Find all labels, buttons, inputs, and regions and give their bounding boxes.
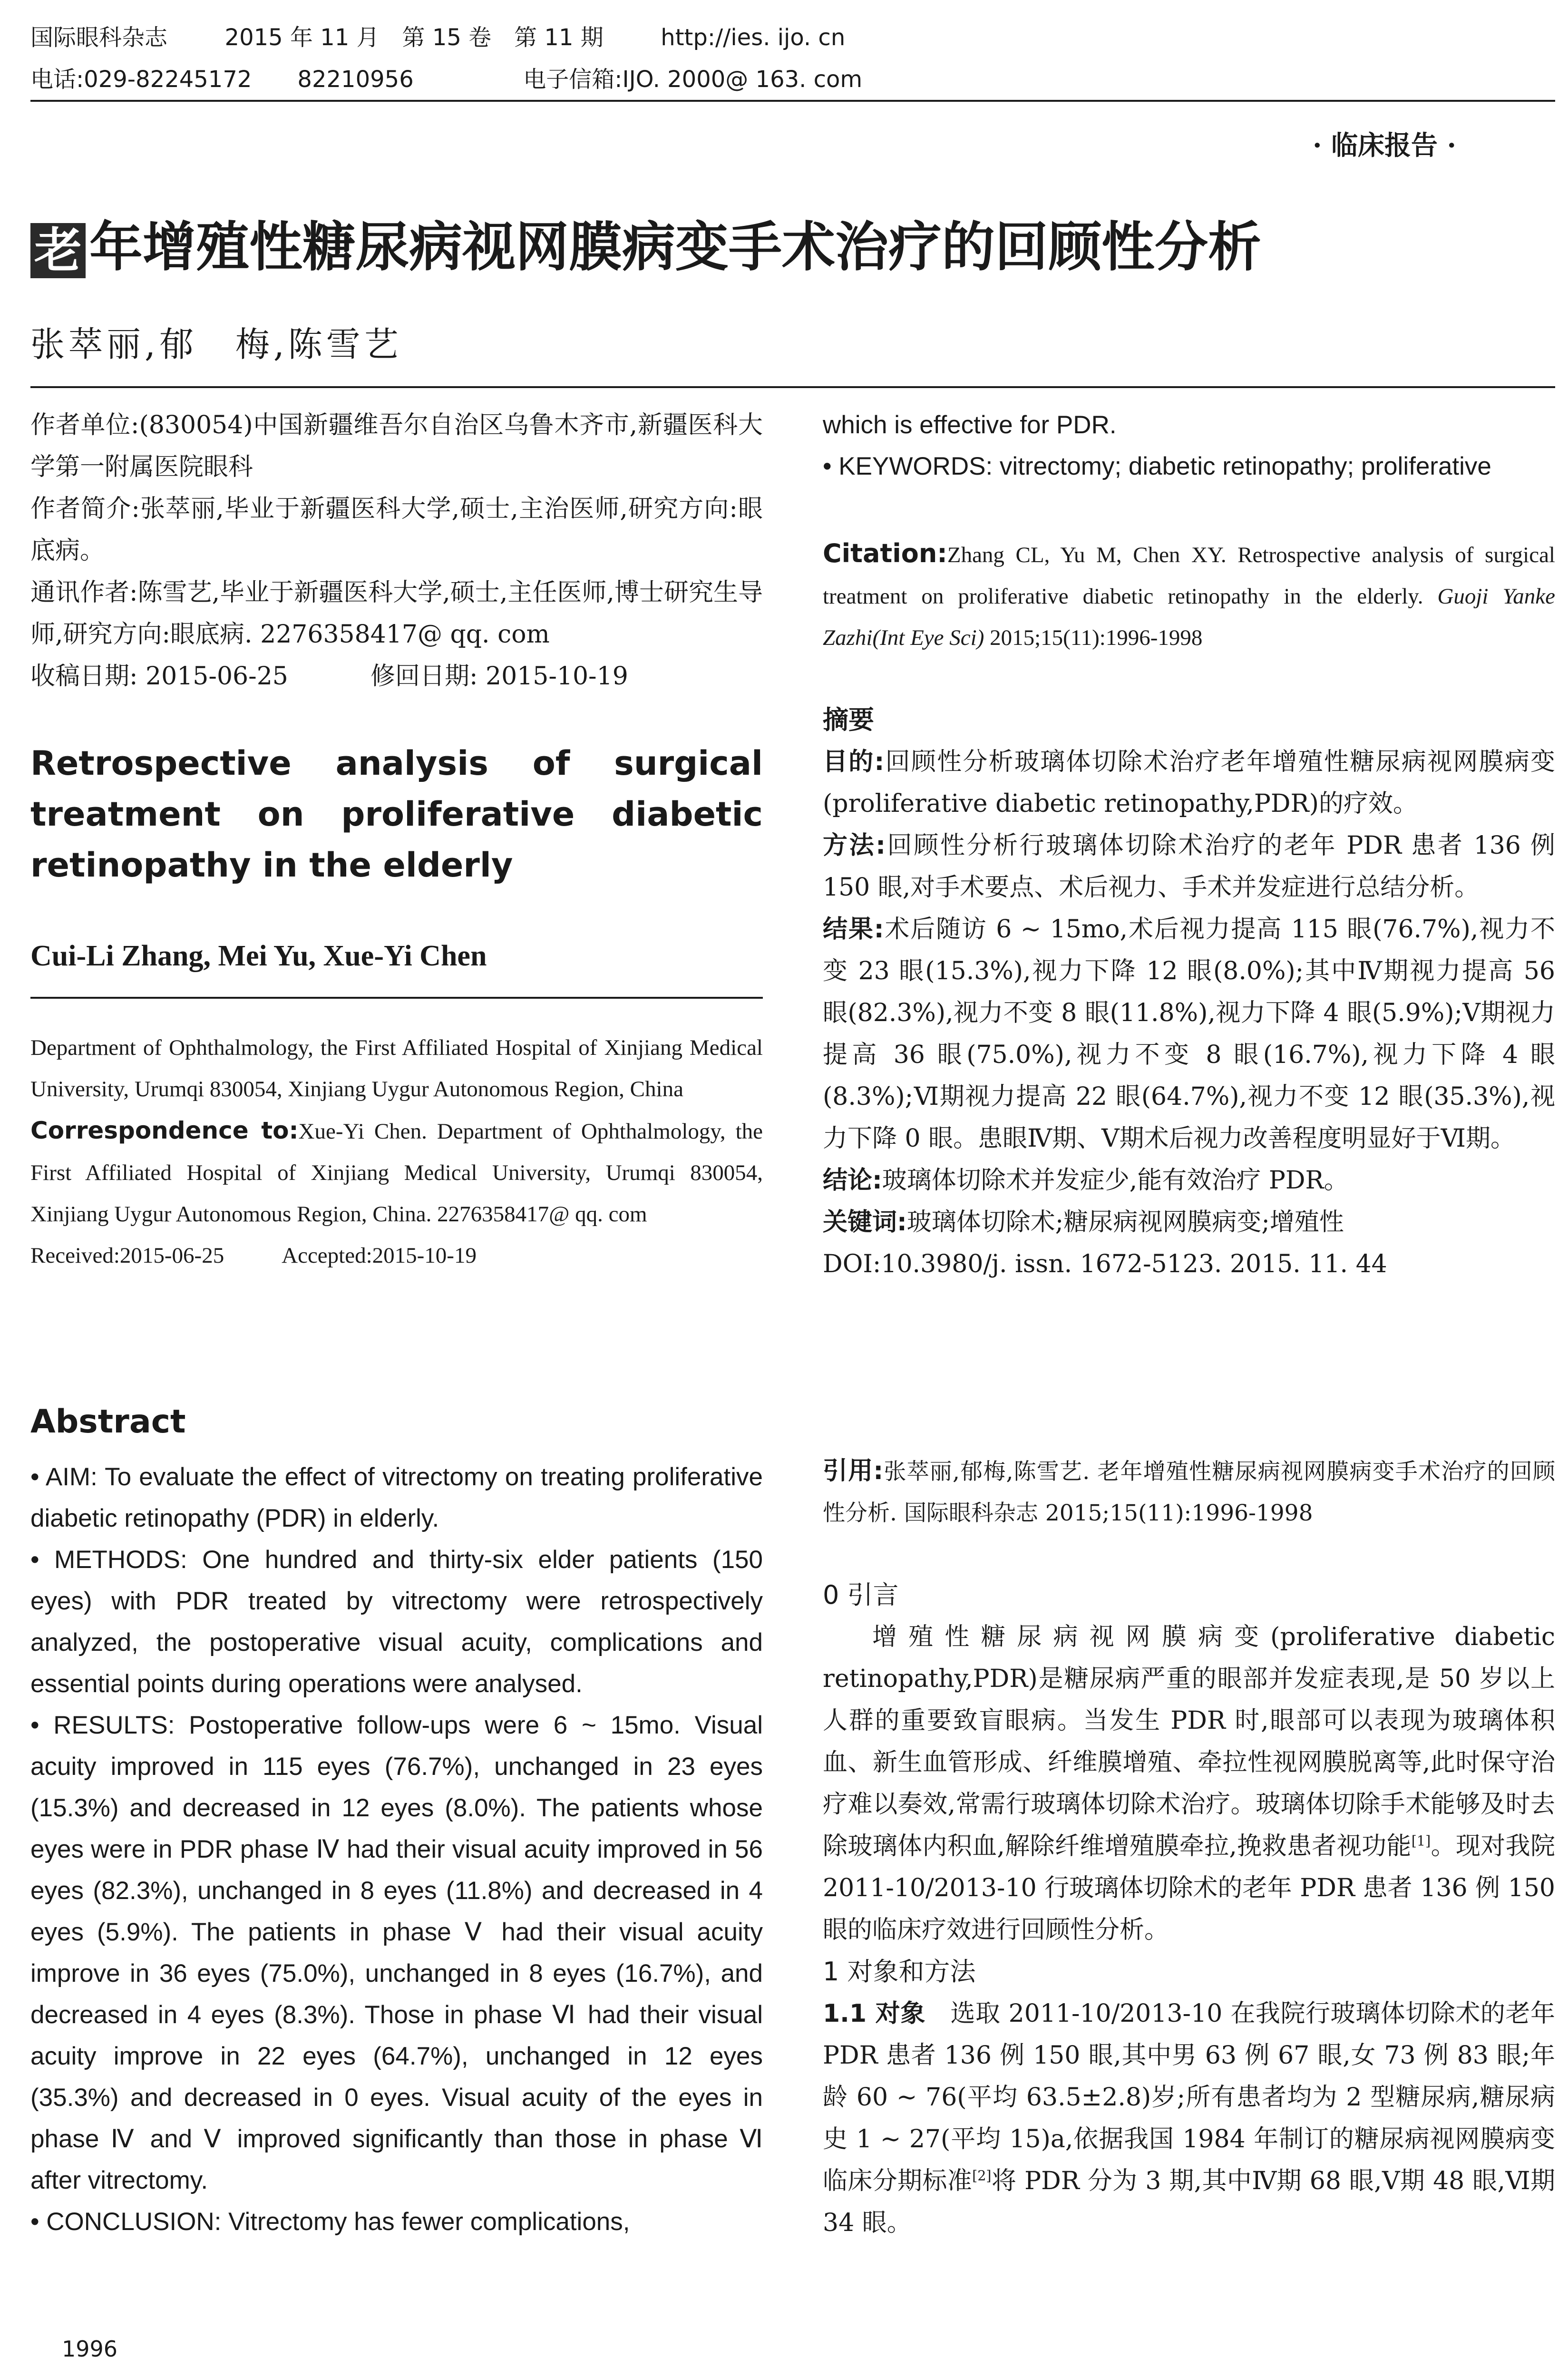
abstract-cn-aim: 目的:回顾性分析玻璃体切除术治疗老年增殖性糖尿病视网膜病变(proliferative diabetic retinopathy,PDR)的疗效。	[823, 748, 1555, 818]
received-en: Received:2015-06-25	[30, 1243, 224, 1268]
affiliation-cn	[30, 404, 763, 697]
abstract-cn-heading: 摘要	[823, 705, 874, 735]
doi[interactable]: DOI:10.3980/j. issn. 1672-5123. 2015. 11. 44	[823, 1250, 1387, 1278]
citation-ref: 2015;15(11):1996-1998	[990, 625, 1203, 650]
abstract-en-continued	[823, 404, 1555, 487]
phone: 电话:029-82245172 82210956	[30, 66, 414, 93]
corr-en	[30, 1110, 763, 1235]
ref-1[interactable]: [1]	[1411, 1832, 1431, 1849]
intro-paragraph: 增殖性糖尿病视网膜病变(proliferative diabetic retinopathy,PDR)是糖尿病严重的眼部并发症表现,是 50 岁以上人群的重要致盲眼病。当发生 PDR 时,眼部可以表现为玻璃体积血、新生血管形成、纤维膜增殖、牵拉性视网膜脱离等,此时保守治疗难以奏效,常需行玻璃体切除术治疗。玻璃体切除手术能够及时去除玻璃体内积血,解除纤维增殖膜牵拉,挽救患者视功能[1]。现对我院 2011-10/2013-10 行玻璃体切除术的老年 PDR 患者 136 例 150 眼的临床疗效进行回顾性分析。	[823, 1623, 1555, 1944]
citation-journal: Guoji Yanke Zazhi(Int Eye Sci)	[823, 584, 1555, 650]
received-cn: 收稿日期: 2015-06-25	[30, 662, 288, 691]
abstract-cn-methods: 方法:回顾性分析行玻璃体切除术治疗的老年 PDR 患者 136 例 150 眼,对手术要点、术后视力、手术并发症进行总结分析。	[823, 831, 1556, 902]
citation-text: Zhang CL, Yu M, Chen XY. Retrospective analysis of surgical treatment on proliferative diabetic retinopathy in the elderly.	[823, 543, 1555, 609]
article-title-en: Retrospective analysis of surgical treatment on proliferative diabetic retinopathy in the elderly	[30, 744, 763, 885]
abstract-methods: • METHODS: One hundred and thirty-six elder patients (150 eyes) with PDR treated by vitrectomy were retrospectively analyzed, the postoperative visual acuity, complications and essential points during operations were analysed.	[30, 1546, 763, 1698]
dept-en: Department of Ophthalmology, the First Affiliated Hospital of Xinjiang Medical University, Urumqi 830054, Xinjiang Uygur Autonomous Region, China	[30, 1035, 763, 1101]
abstract-conclusion-start: • CONCLUSION: Vitrectomy has fewer complications,	[30, 2208, 630, 2236]
en-authors-divider	[30, 997, 763, 999]
title-rest: 年增殖性糖尿病视网膜病变手术治疗的回顾性分析	[89, 216, 1261, 278]
title-divider	[30, 386, 1555, 388]
running-header-line2	[30, 65, 982, 94]
citation-cn-text: 张萃丽,郁梅,陈雪艺. 老年增殖性糖尿病视网膜病变手术治疗的回顾性分析. 国际眼科杂志 2015;15(11):1996-1998	[823, 1459, 1555, 1526]
citation-label: Citation:	[823, 538, 947, 568]
revised-cn: 修回日期: 2015-10-19	[370, 662, 628, 691]
corr-en-text: Xue-Yi Chen. Department of Ophthalmology, the First Affiliated Hospital of Xinjiang Medical University, Urumqi 830054, Xinjiang Uygur Autonomous Region, China. 2276358417@ qq. com	[30, 1119, 763, 1227]
abstract-cn-results: 结果:术后随访 6 ~ 15mo,术后视力提高 115 眼(76.7%),视力不变 23 眼(15.3%),视力下降 12 眼(8.0%);其中Ⅳ期视力提高 56 眼(82.3%),视力不变 8 眼(11.8%),视力下降 4 眼(5.9%);Ⅴ期视力提高 36 眼(75.0%),视力不变 8 眼(16.7%),视力下降 4 眼(8.3%);Ⅵ期视力提高 22 眼(64.7%),视力不变 12 眼(35.3%),视力下降 0 眼。患眼Ⅳ期、Ⅴ期术后视力改善程度明显好于Ⅵ期。	[823, 915, 1555, 1153]
header-divider	[30, 100, 1555, 102]
bio-cn: 作者简介:张萃丽,毕业于新疆医科大学,硕士,主治医师,研究方向:眼底病。	[30, 495, 763, 565]
ref-2[interactable]: [2]	[972, 2167, 992, 2184]
title-first-char: 老	[30, 223, 86, 278]
authors-en: Cui-Li Zhang, Mei Yu, Xue-Yi Chen	[30, 940, 487, 972]
journal-url[interactable]: http://ies. ijo. cn	[661, 24, 846, 51]
page-number: 1996	[62, 2336, 118, 2362]
corr-cn: 通讯作者:陈雪艺,毕业于新疆医科大学,硕士,主任医师,博士研究生导师,研究方向:眼底病. 2276358417@ qq. com	[30, 578, 763, 649]
abstract-cn-keywords: 关键词:玻璃体切除术;糖尿病视网膜病变;增殖性	[823, 1208, 1344, 1237]
citation-en	[823, 533, 1555, 659]
abstract-en	[30, 1456, 763, 2242]
dates-cn	[30, 655, 763, 697]
dates-en	[30, 1235, 763, 1276]
authors-cn: 张萃丽,郁 梅,陈雪艺	[30, 324, 402, 364]
running-header-line1	[30, 23, 934, 52]
body-text	[823, 1574, 1555, 2244]
corr-en-label: Correspondence to:	[30, 1117, 299, 1144]
abstract-conclusion-end: which is effective for PDR.	[823, 411, 1117, 439]
abstract-cn	[823, 699, 1555, 1285]
abstract-keywords: • KEYWORDS: vitrectomy; diabetic retinopathy; proliferative	[823, 452, 1491, 480]
article-title-cn	[30, 205, 1261, 281]
issue-info: 2015 年 11 月 第 15 卷 第 11 期	[224, 24, 604, 51]
affiliation-en	[30, 1027, 763, 1276]
accepted-en: Accepted:2015-10-19	[282, 1243, 477, 1268]
citation-cn	[823, 1451, 1555, 1534]
intro-heading: 0 引言	[823, 1580, 899, 1610]
journal-name: 国际眼科杂志	[30, 24, 168, 51]
abstract-aim: • AIM: To evaluate the effect of vitrectomy on treating proliferative diabetic retinopathy (PDR) in elderly.	[30, 1463, 763, 1532]
abstract-cn-conclusion: 结论:玻璃体切除术并发症少,能有效治疗 PDR。	[823, 1166, 1349, 1195]
subjects-paragraph: 1.1 对象 选取 2011-10/2013-10 在我院行玻璃体切除术的老年 PDR 患者 136 例 150 眼,其中男 63 例 67 眼,女 73 例 83 眼;年龄 60 ~ 76(平均 63.5±2.8)岁;所有患者均为 2 型糖尿病,糖尿病史 1 ~ 27(平均 15)a,依据我国 1984 年制订的糖尿病视网膜病变临床分期标准[2]将 PDR 分为 3 期,其中Ⅳ期 68 眼,Ⅴ期 48 眼,Ⅵ期 34 眼。	[823, 1999, 1555, 2237]
unit-cn: 作者单位:(830054)中国新疆维吾尔自治区乌鲁木齐市,新疆医科大学第一附属医院眼科	[30, 411, 763, 481]
section-label: · 临床报告 ·	[1313, 130, 1456, 161]
email[interactable]: 电子信箱:IJO. 2000@ 163. com	[523, 66, 863, 93]
citation-cn-label: 引用:	[823, 1457, 884, 1485]
abstract-heading: Abstract	[30, 1403, 186, 1441]
subjects-label: 1.1 对象	[823, 1999, 925, 2028]
methods-heading: 1 对象和方法	[823, 1957, 976, 1987]
abstract-results: • RESULTS: Postoperative follow-ups were 6 ~ 15mo. Visual acuity improved in 115 eyes (76.7%), unchanged in 23 eyes (15.3%) and decreased in 12 eyes (8.0%). The patients whose eyes were in PDR phase Ⅳ had their visual acuity improved in 56 eyes (82.3%), unchanged in 8 eyes (11.8%) and decreased in 4 eyes (5.9%). The patients in phase Ⅴ had their visual acuity improve in 36 eyes (75.0%), unchanged in 8 eyes (16.7%), and decreased in 4 eyes (8.3%). Those in phase Ⅵ had their visual acuity improve in 22 eyes (64.7%), unchanged in 12 eyes (35.3%) and decreased in 0 eyes. Visual acuity of the eyes in phase Ⅳ and Ⅴ improved significantly than those in phase Ⅵ after vitrectomy.	[30, 1711, 763, 2194]
